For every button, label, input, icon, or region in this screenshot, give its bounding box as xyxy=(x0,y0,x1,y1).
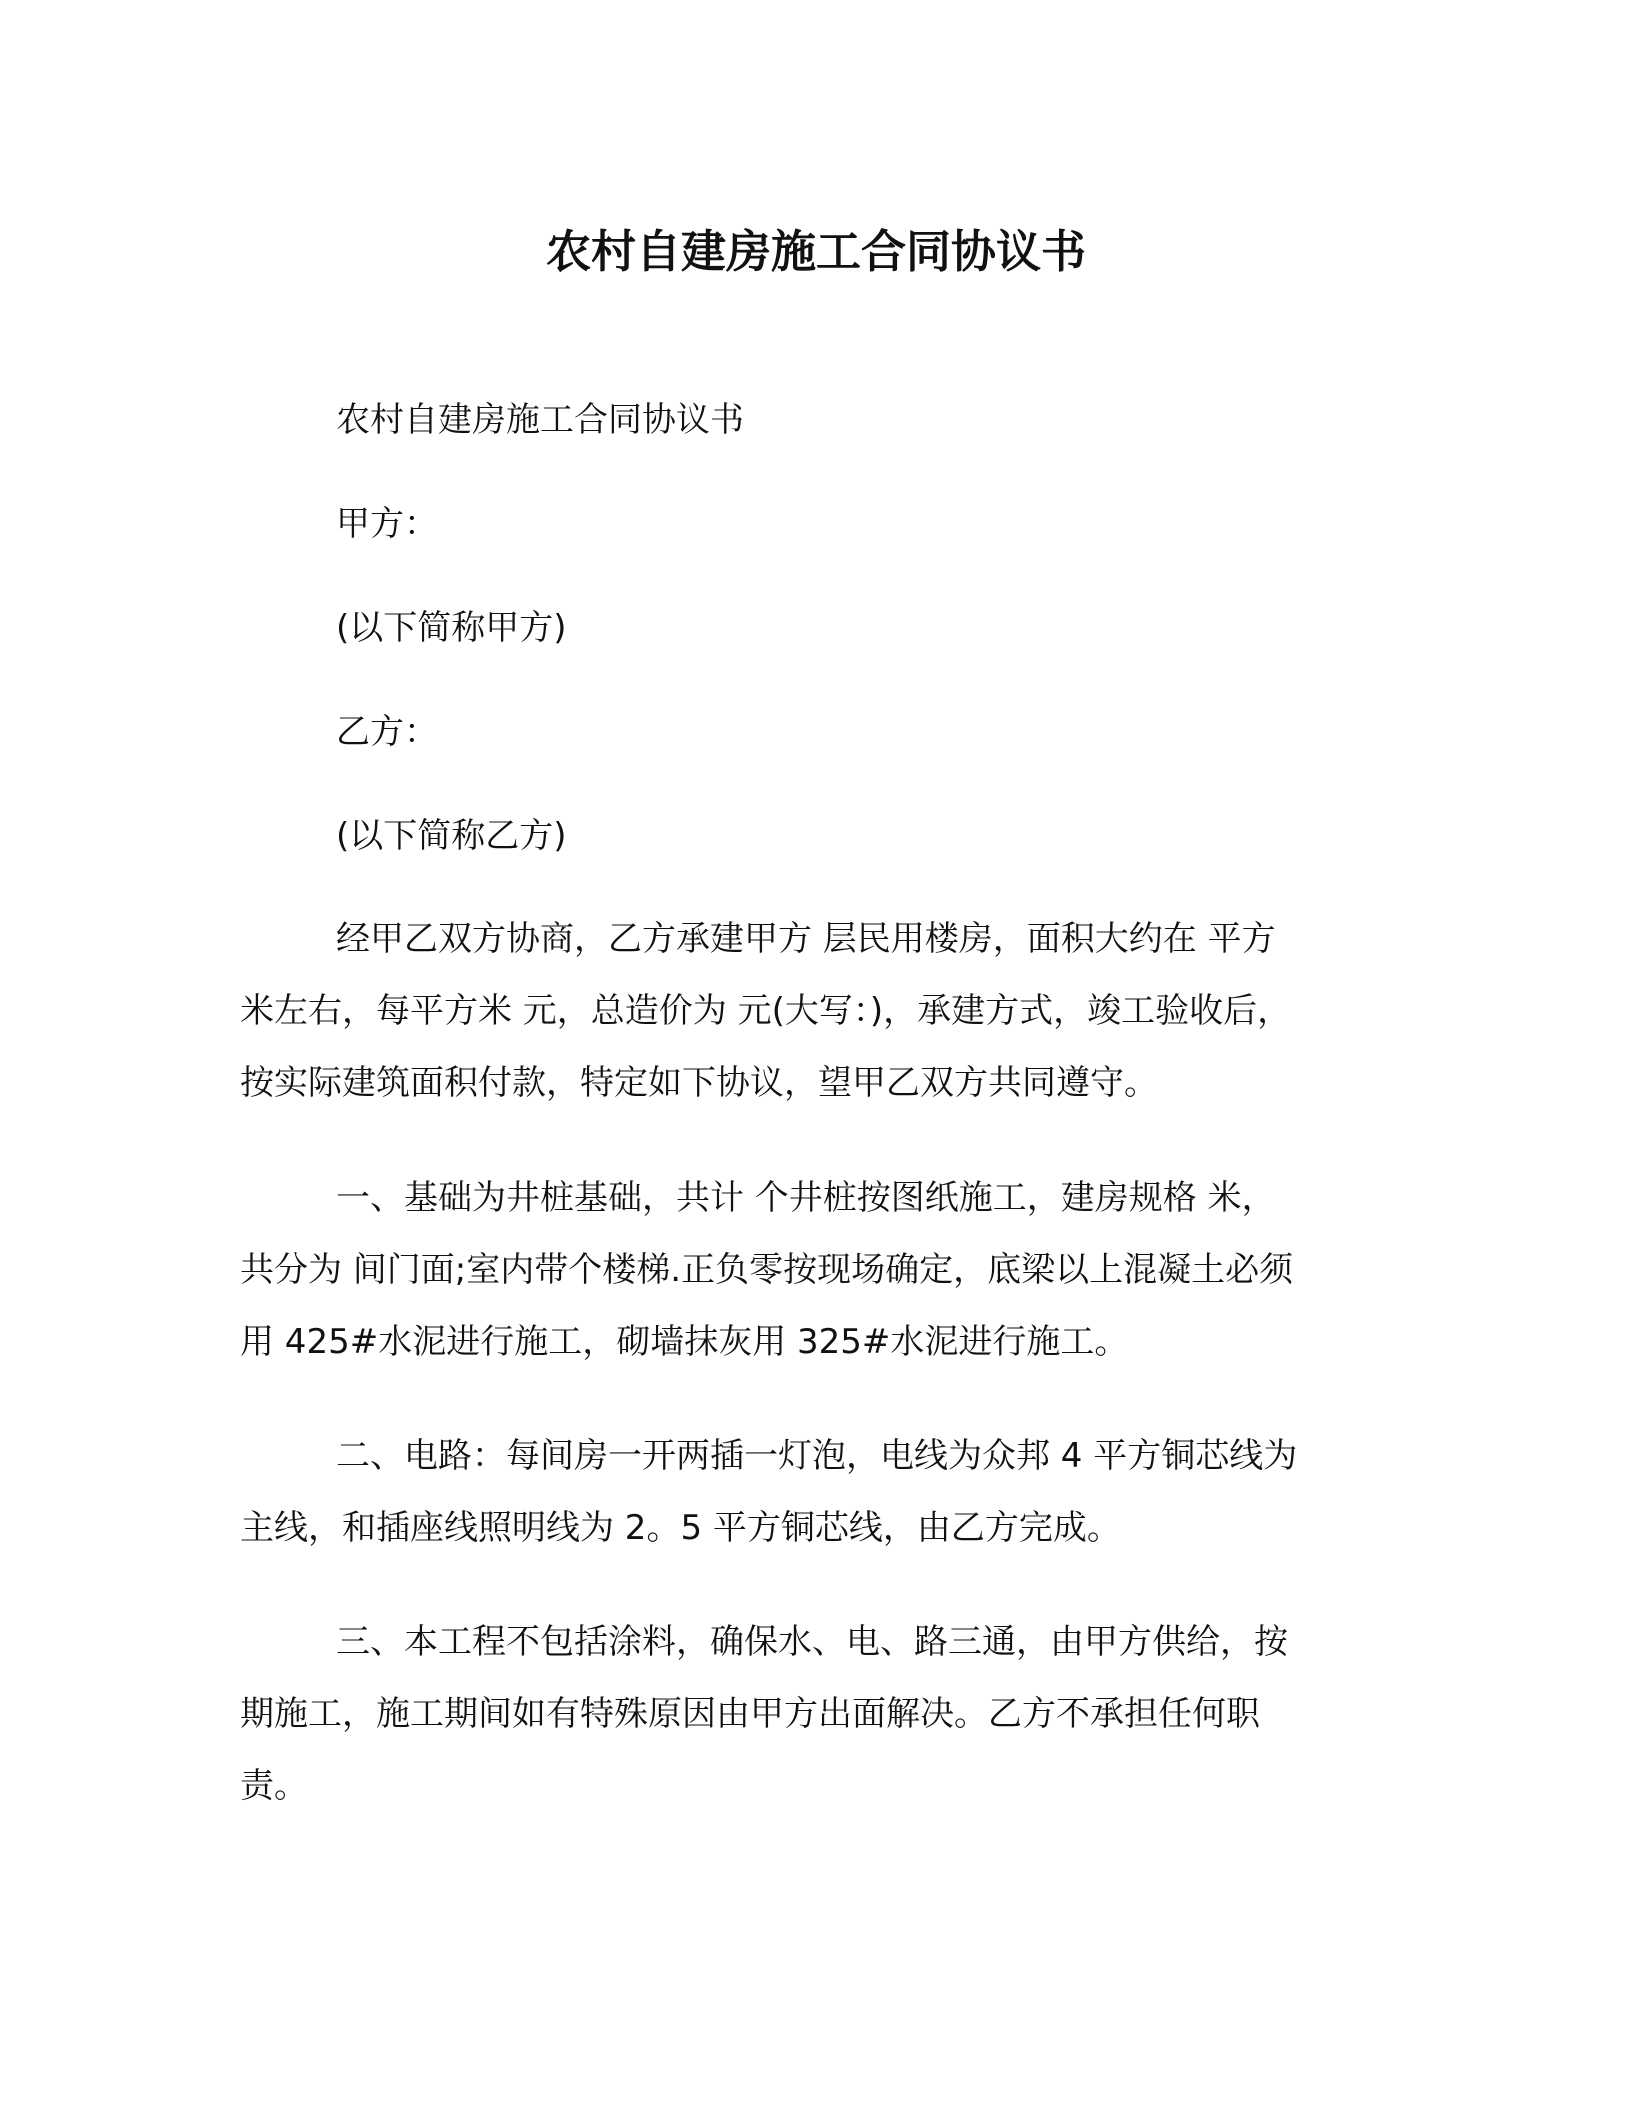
intro-line-3: 按实际建筑面积付款，特定如下协议，望甲乙双方共同遵守。 xyxy=(240,1063,1158,1103)
clause-3-line-3: 责。 xyxy=(240,1766,308,1806)
clause-1-line-1: 一、基础为井桩基础，共计 个井桩按图纸施工，建房规格 米， xyxy=(336,1178,1276,1218)
clause-3-line-1: 三、本工程不包括涂料，确保水、电、路三通，由甲方供给，按 xyxy=(336,1622,1288,1662)
party-b-label: 乙方： xyxy=(336,712,438,752)
party-a-label: 甲方： xyxy=(336,504,438,544)
clause-3-line-2: 期施工，施工期间如有特殊原因由甲方出面解决。乙方不承担任何职 xyxy=(240,1694,1260,1734)
clause-1-line-2: 共分为 间门面;室内带个楼梯.正负零按现场确定，底梁以上混凝土必须 xyxy=(240,1250,1294,1290)
clause-2-line-1: 二、电路：每间房一开两插一灯泡，电线为众邦 4 平方铜芯线为 xyxy=(336,1436,1298,1476)
intro-line-1: 经甲乙双方协商，乙方承建甲方 层民用楼房，面积大约在 平方 xyxy=(336,919,1276,959)
clause-1-line-3: 用 425#水泥进行施工，砌墙抹灰用 325#水泥进行施工。 xyxy=(240,1322,1129,1362)
clause-2-line-2: 主线，和插座线照明线为 2。5 平方铜芯线，由乙方完成。 xyxy=(240,1508,1121,1548)
party-a-note: (以下简称甲方) xyxy=(336,608,567,648)
party-b-note: (以下简称乙方) xyxy=(336,816,567,856)
intro-line-2: 米左右，每平方米 元，总造价为 元(大写：)，承建方式，竣工验收后， xyxy=(240,991,1292,1031)
document-title: 农村自建房施工合同协议书 xyxy=(545,225,1086,278)
subtitle-text: 农村自建房施工合同协议书 xyxy=(336,400,744,440)
